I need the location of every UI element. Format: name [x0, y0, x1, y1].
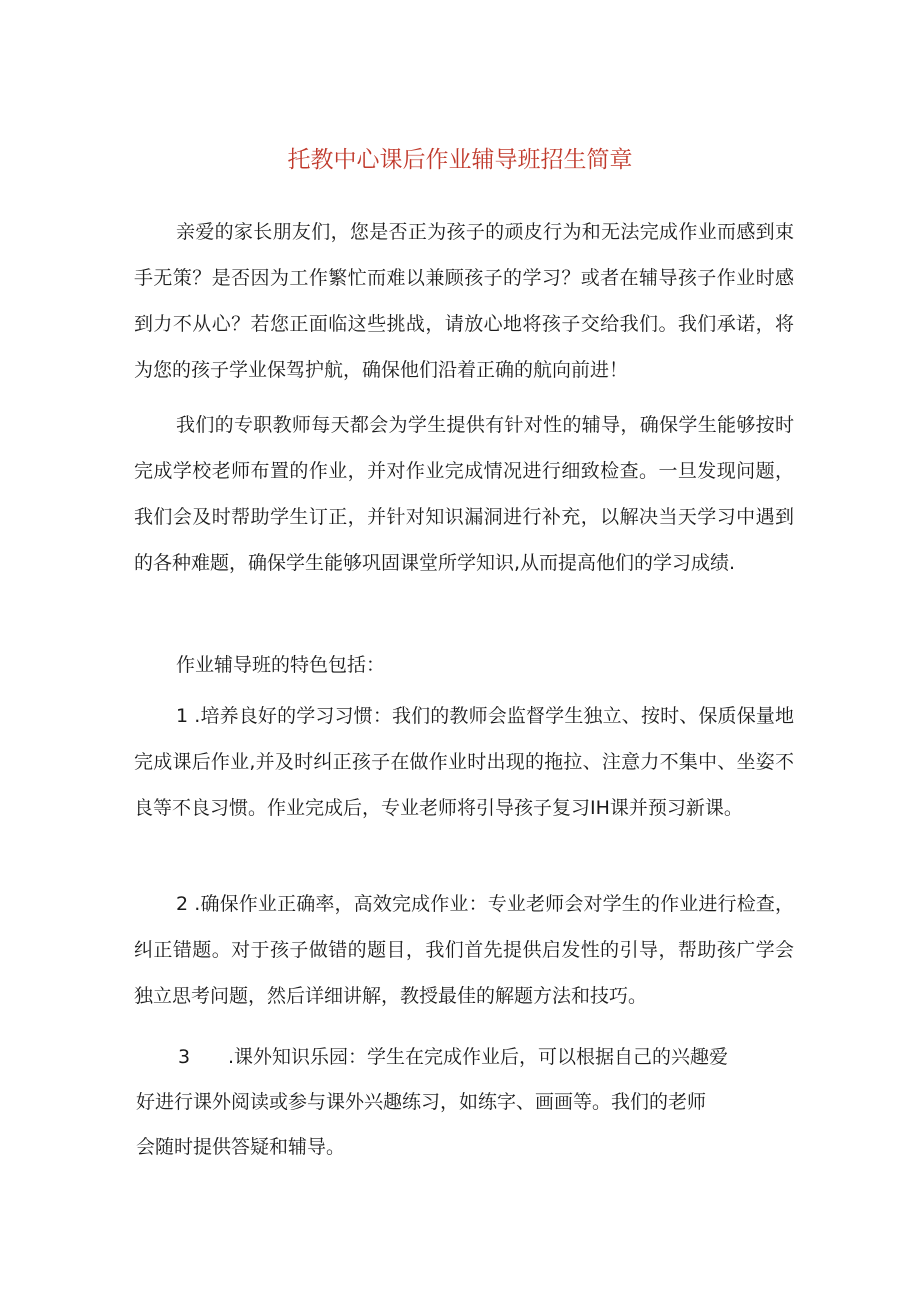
feature-item-3-line-2: 好进行课外阅读或参与课外兴趣练习，如练字、画画等。我们的老师 — [136, 1091, 707, 1113]
feature-item-2: 2 .确保作业正确率，高效完成作业：专业老师会对学生的作业进行检查，纠正错题。对于孩子做错的题目，我们首先提供启发性的引导，帮助孩广学会独立思考问题，然后详细讲解，教授最佳的解题方法和技巧。 — [134, 893, 794, 1007]
feature-item-3-line-1: .课外知识乐园：学生在完成作业后，可以根据自己的兴趣爱 — [228, 1046, 729, 1068]
document-title: 托教中心课后作业辅导班招生简章 — [287, 147, 633, 173]
feature-item-3-line-3: 会随时提供答疑和辅导。 — [136, 1136, 346, 1158]
feature-item-3-number: 3 — [178, 1046, 191, 1068]
paragraph-teachers: 我们的专职教师每天都会为学生提供有针对性的辅导，确保学生能够按时完成学校老师布置的作业，并对作业完成情况进行细致检查。一旦发现问题，我们会及时帮助学生订正，并针对知识漏洞进行补充，以解决当天学习中遇到的各种难题，确保学生能够巩固课堂所学知识,从而提高他们的学习成绩. — [134, 414, 794, 574]
features-heading: 作业辅导班的特色包括： — [176, 654, 386, 676]
feature-item-1: 1 .培养良好的学习习惯：我们的教师会监督学生独立、按时、保质保量地完成课后作业,并及时纠正孩子在做作业时出现的拖拉、注意力不集中、坐姿不良等不良习惯。作业完成后，专业老师将引导孩子复习IH课并预习新课。 — [134, 705, 794, 819]
paragraph-intro: 亲爱的家长朋友们，您是否正为孩子的顽皮行为和无法完成作业而感到束手无策？是否因为工作繁忙而难以兼顾孩子的学习？或者在辅导孩子作业时感到力不从心？若您正面临这些挑战，请放心地将孩子交给我们。我们承诺，将为您的孩子学业保驾护航，确保他们沿着正确的航向前进！ — [134, 221, 794, 381]
